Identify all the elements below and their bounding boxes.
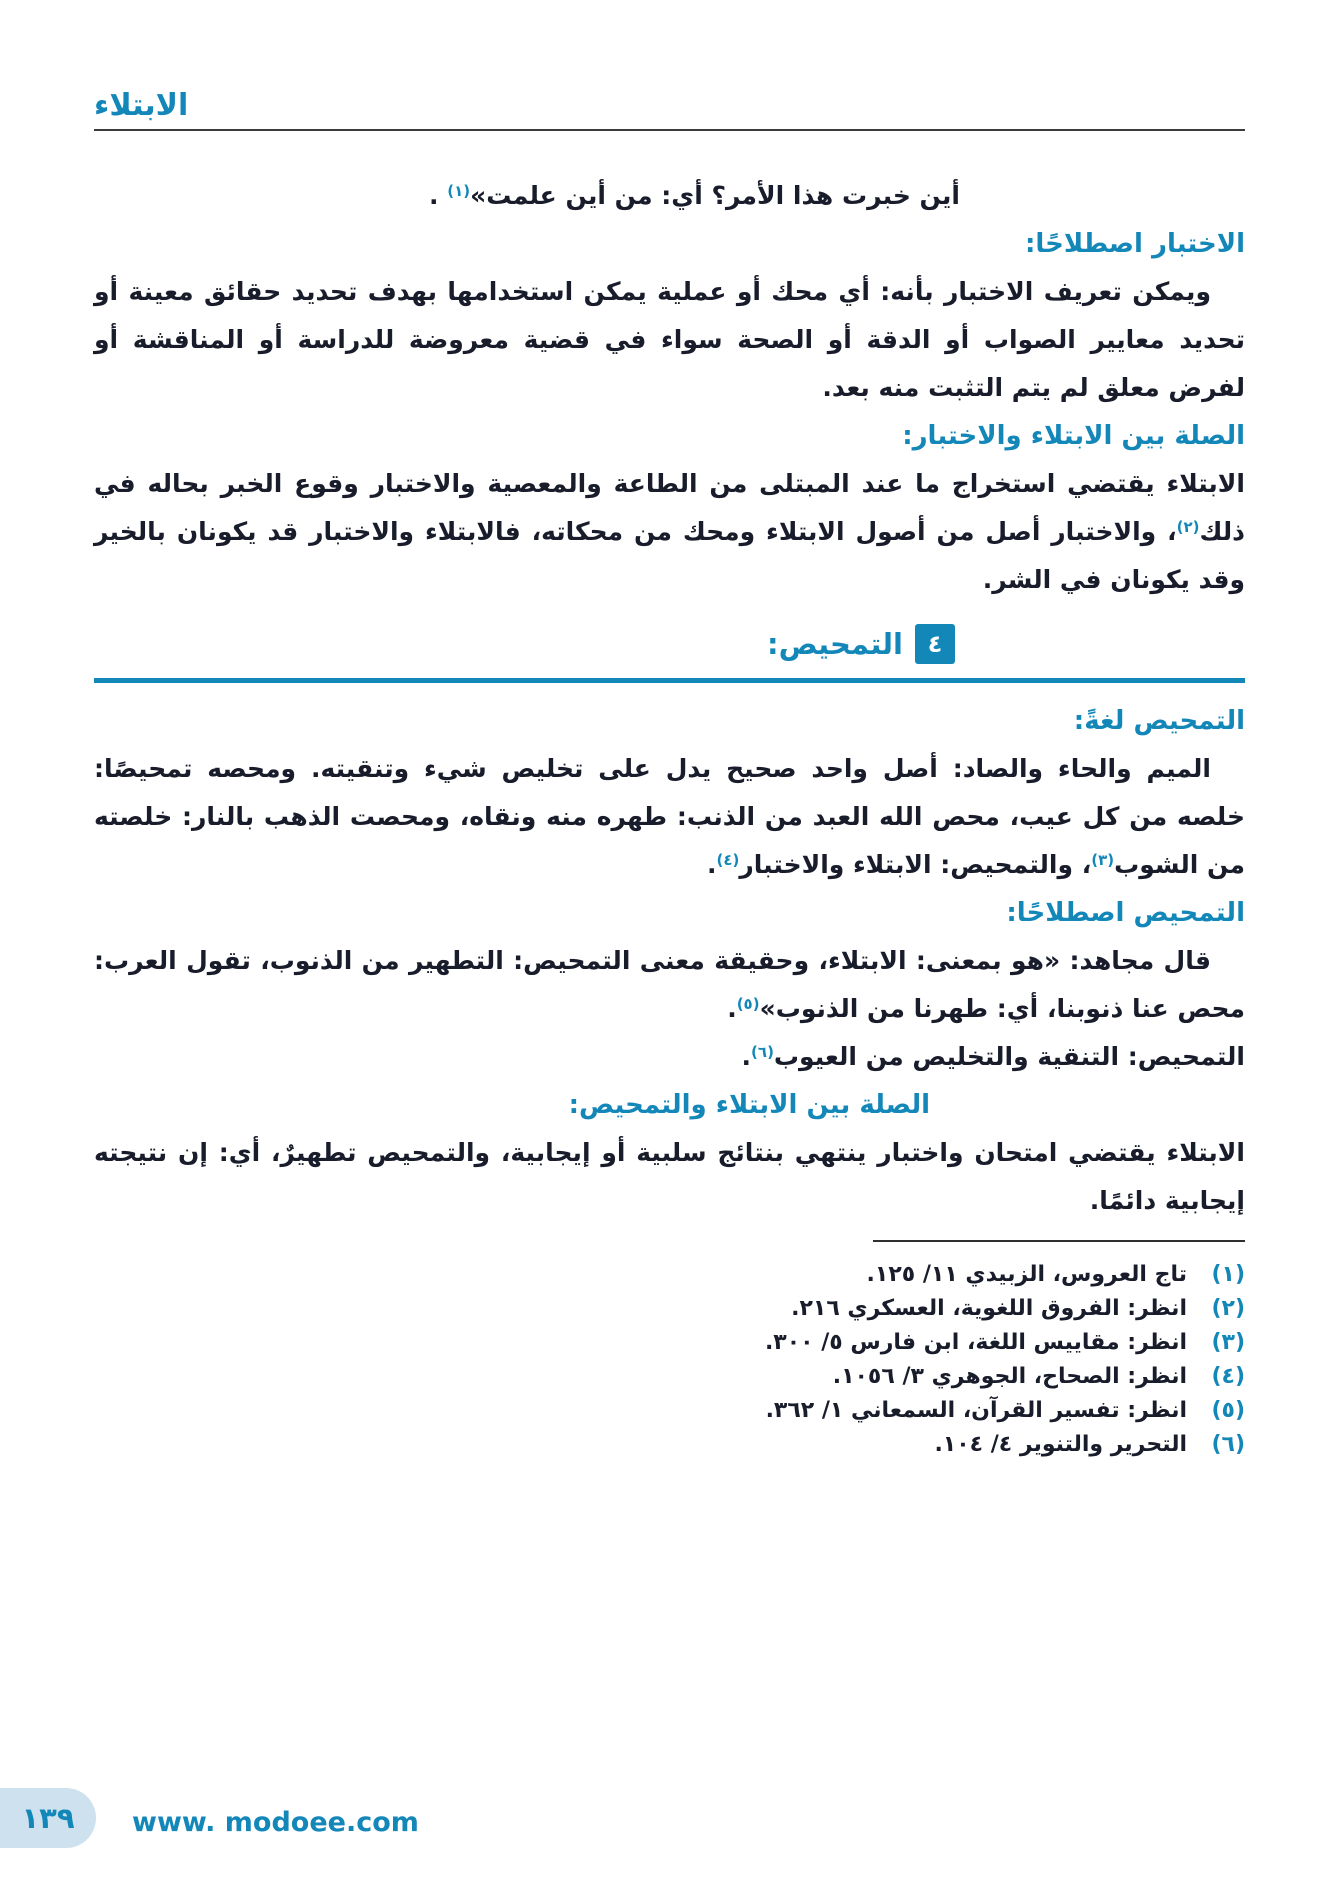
footnote-number: (٢) — [1211, 1296, 1245, 1321]
footnote-row — [94, 1292, 1245, 1326]
page-header — [94, 88, 1245, 131]
footnote-text: انظر: تفسير القرآن، السمعاني ١/ ٣٦٢. — [765, 1398, 1187, 1423]
sub-heading: التمحيص اصطلاحًا: — [1006, 898, 1245, 928]
footnote-number: (٣) — [1211, 1330, 1245, 1355]
section-title: التمحيص: — [766, 627, 903, 661]
footnote-ref: (١) — [447, 182, 471, 200]
footnote-row — [94, 1428, 1245, 1462]
footnotes-section — [94, 1240, 1245, 1462]
footnote-number: (٤) — [1211, 1364, 1245, 1389]
sub-heading: التمحيص لغةً: — [1073, 706, 1245, 736]
paragraph — [94, 745, 1245, 889]
text-run: ، والتمحيص: الابتلاء والاختبار — [739, 850, 1092, 879]
footnote-row — [94, 1394, 1245, 1428]
text-run: . — [741, 1042, 752, 1071]
text-run: الابتلاء يقتضي استخراج ما عند المبتلى من الطاعة والمعصية والاختبار وقوع الخبر بحاله في ذلك — [94, 469, 1245, 546]
paragraph — [94, 937, 1245, 1033]
header-rule — [94, 129, 1245, 131]
footnote-text: انظر: الفروق اللغوية، العسكري ٢١٦. — [791, 1296, 1187, 1321]
paragraph — [94, 1033, 1245, 1081]
text-run: ، والاختبار أصل من أصول الابتلاء ومحك من محكاته، فالابتلاء والاختبار قد يكونان بالخير وقد يكونان في الشر. — [94, 517, 1245, 594]
footnote-list — [94, 1258, 1245, 1462]
footnote-text: انظر: مقاييس اللغة، ابن فارس ٥/ ٣٠٠. — [764, 1330, 1187, 1355]
sub-heading: الاختبار اصطلاحًا: — [1024, 229, 1245, 259]
sub-heading: الصلة بين الابتلاء والتمحيص: — [568, 1090, 930, 1120]
footnote-ref: (٣) — [1091, 851, 1115, 869]
page-number: ١٣٩ — [21, 1801, 75, 1835]
footnote-text: تاج العروس، الزبيدي ١١/ ١٢٥. — [866, 1262, 1187, 1287]
text-run: . — [429, 181, 448, 210]
section-rule — [94, 678, 1245, 683]
text-run: قال مجاهد: «هو بمعنى: الابتلاء، وحقيقة معنى التمحيص: التطهير من الذنوب، تقول العرب: محص عنا ذنوبنا، أي: طهرنا من الذنوب» — [94, 946, 1245, 1023]
footnote-ref: (٥) — [736, 995, 760, 1013]
page-number-tab — [0, 1788, 96, 1848]
footnote-ref: (٦) — [751, 1043, 774, 1061]
paragraph — [94, 460, 1245, 604]
running-head-title: الابتلاء — [94, 88, 189, 123]
paragraph — [94, 172, 960, 220]
body-text — [94, 172, 1245, 1225]
footnote-ref: (٤) — [716, 851, 740, 869]
text-run: ويمكن تعريف الاختبار بأنه: أي محك أو عملية يمكن استخدامها بهدف تحديد حقائق معينة أو تحديد معايير الصواب أو الدقة أو الصحة سواء في قضية معروضة للدراسة أو المناقشة أو لفرض معلق لم يتم التثبت منه بعد. — [94, 277, 1245, 402]
website-text: www. modoee.com — [132, 1807, 419, 1838]
paragraph — [94, 1129, 1245, 1225]
text-run: الابتلاء يقتضي امتحان واختبار ينتهي بنتائج سلبية أو إيجابية، والتمحيص تطهيرٌ، أي: إن نتيجته إيجابية دائمًا. — [94, 1138, 1245, 1215]
footnote-separator — [873, 1240, 1245, 1242]
text-run: . — [707, 850, 717, 879]
text-run: أين خبرت هذا الأمر؟ أي: من أين علمت» — [470, 181, 960, 210]
paragraph — [94, 268, 1245, 412]
footnote-row — [94, 1360, 1245, 1394]
footnote-text: انظر: الصحاح، الجوهري ٣/ ١٠٥٦. — [832, 1364, 1187, 1389]
footnote-text: التحرير والتنوير ٤/ ١٠٤. — [934, 1432, 1187, 1457]
text-run: الميم والحاء والصاد: أصل واحد صحيح يدل على تخليص شيء وتنقيته. ومحصه تمحيصًا: خلصه من كل عيب، محص الله العبد من الذنب: طهره منه ونقاه، ومحصت الذهب بالنار: خلصته من الشوب — [94, 754, 1245, 879]
text-run: التمحيص: التنقية والتخليص من العيوب — [773, 1042, 1245, 1071]
footnote-number: (١) — [1211, 1262, 1245, 1287]
footnote-row — [94, 1326, 1245, 1360]
footnote-number: (٦) — [1211, 1432, 1245, 1457]
footnote-ref: (٢) — [1176, 518, 1200, 536]
section-heading-row — [94, 620, 955, 668]
footnote-row — [94, 1258, 1245, 1292]
section-number-box: ٤ — [915, 624, 955, 664]
text-run: . — [727, 994, 737, 1023]
footnote-number: (٥) — [1211, 1398, 1245, 1423]
sub-heading: الصلة بين الابتلاء والاختبار: — [902, 421, 1245, 451]
